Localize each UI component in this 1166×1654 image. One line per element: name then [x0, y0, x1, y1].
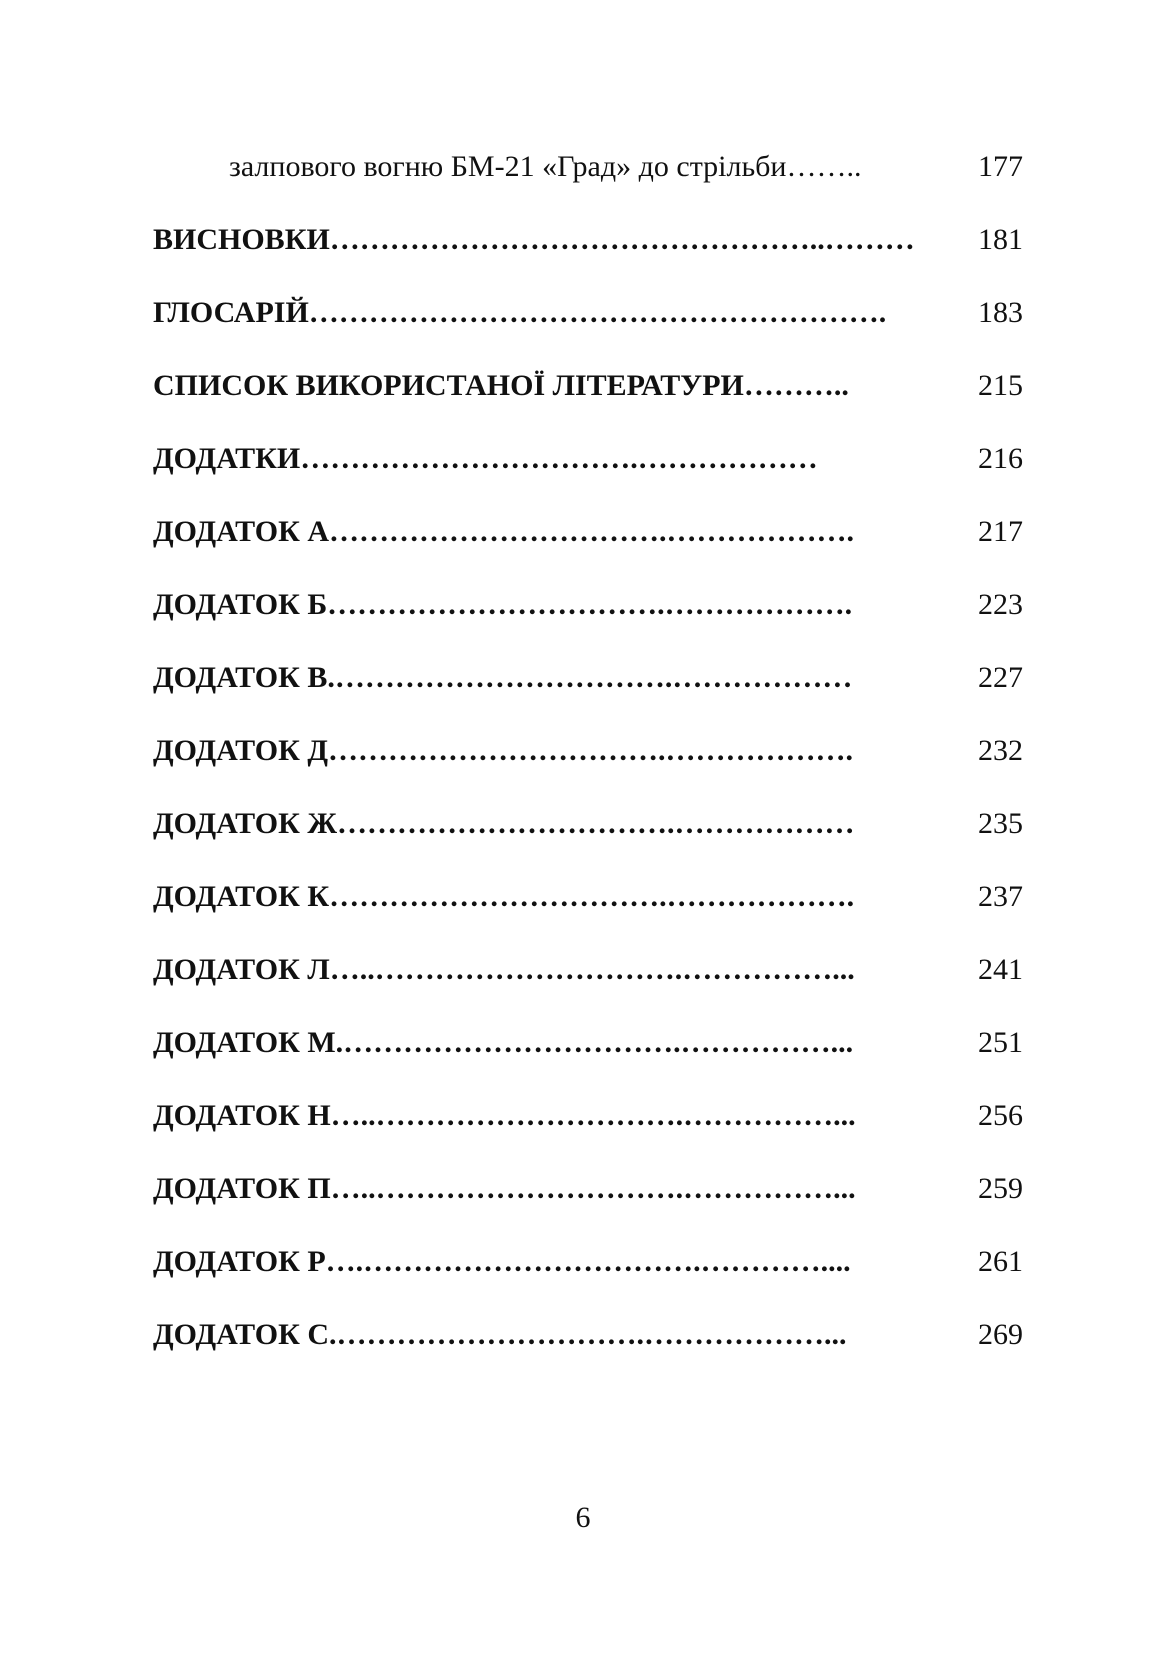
toc-entry-label: ДОДАТОК С.………………………….………………... — [153, 1318, 847, 1351]
toc-entry — [153, 1313, 1023, 1357]
toc-entry-page: 241 — [978, 953, 1023, 986]
toc-entry — [153, 145, 1023, 189]
toc-entry — [153, 802, 1023, 846]
toc-entry-label: ДОДАТОК Ж…………………………….……………… — [153, 807, 855, 840]
toc-entry — [153, 437, 1023, 481]
toc-entry-label: ДОДАТКИ…………………………….……………… — [153, 442, 818, 475]
toc-entry-label: ДОДАТОК В.…………………………….……………… — [153, 661, 853, 694]
toc-entry — [153, 729, 1023, 773]
toc-entry-page: 256 — [978, 1099, 1023, 1132]
toc-entry-label: ДОДАТОК К…………………………….………………. — [153, 880, 855, 913]
toc-entry-page: 177 — [978, 150, 1023, 183]
toc-entry-label: ДОДАТОК Д…………………………….………………. — [153, 734, 853, 767]
toc-entry — [153, 948, 1023, 992]
toc-entry-page: 181 — [978, 223, 1023, 256]
toc-entry-label: ДОДАТОК Л…..………………………….……………... — [153, 953, 855, 986]
toc-entry-page: 215 — [978, 369, 1023, 402]
toc-entry-page: 183 — [978, 296, 1023, 329]
toc-entry — [153, 510, 1023, 554]
toc-entry-page: 216 — [978, 442, 1023, 475]
toc-entry-page: 251 — [978, 1026, 1023, 1059]
toc-entry-label: ДОДАТОК Р….…………………………….………….... — [153, 1245, 851, 1278]
toc-entry-label: ГЛОСАРІЙ…………………………………………………. — [153, 296, 887, 329]
toc-entry-label: ДОДАТОК Н…..………………………….……………... — [153, 1099, 856, 1132]
toc-entry-page: 237 — [978, 880, 1023, 913]
toc-entry-label: ДОДАТОК П…..………………………….……………... — [153, 1172, 856, 1205]
toc-entry-label: ДОДАТОК А…………………………….………………. — [153, 515, 855, 548]
toc-entry — [153, 1021, 1023, 1065]
toc-entry-page: 223 — [978, 588, 1023, 621]
toc-entry — [153, 364, 1023, 408]
toc-entry-page: 259 — [978, 1172, 1023, 1205]
toc-entry-label: ДОДАТОК Б…………………………….………………. — [153, 588, 853, 621]
toc-entry — [153, 218, 1023, 262]
toc-entry-label: СПИСОК ВИКОРИСТАНОЇ ЛІТЕРАТУРИ……….. — [153, 369, 849, 402]
toc-entry-label: ДОДАТОК М.…………………………….……………... — [153, 1026, 854, 1059]
toc-entry — [153, 1094, 1023, 1138]
toc-entry — [153, 875, 1023, 919]
toc-entry-page: 217 — [978, 515, 1023, 548]
toc-entry — [153, 1240, 1023, 1284]
toc-entry-label: ВИСНОВКИ…………………………………………..……… — [153, 223, 915, 256]
toc-entry-page: 269 — [978, 1318, 1023, 1351]
toc-entry — [153, 291, 1023, 335]
toc-entry-page: 235 — [978, 807, 1023, 840]
toc-entry-page: 232 — [978, 734, 1023, 767]
toc-entry-page: 227 — [978, 661, 1023, 694]
toc-entry-page: 261 — [978, 1245, 1023, 1278]
toc-entry — [153, 583, 1023, 627]
toc-entry — [153, 656, 1023, 700]
page-number: 6 — [575, 1501, 591, 1534]
toc-entry-label: залпового вогню БМ-21 «Град» до стрільби…….. — [229, 150, 862, 183]
toc-entry — [153, 1167, 1023, 1211]
